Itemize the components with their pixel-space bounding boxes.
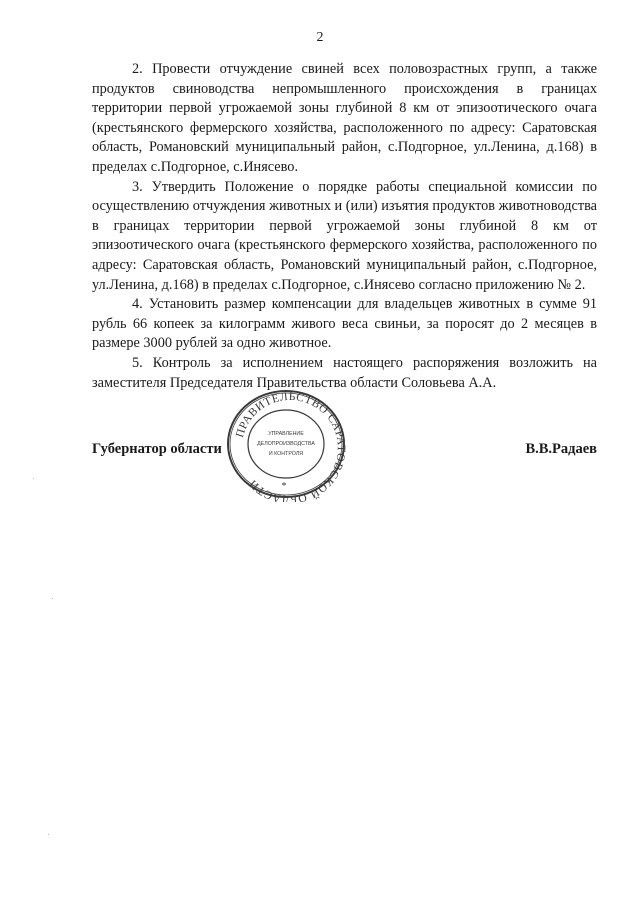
seal-inner-line-3: И КОНТРОЛЯ (268, 451, 304, 457)
paragraph-3: 3. Утвердить Положение о порядке работы специальной комиссии по осуществлению отчуждения животных и (или) изъятия продуктов животноводства в границах территории первой угрожаемой зоны глубиной 8 км от эпизоотического очага (крестьянского фермерского хозяйства, расположенного по адресу: Саратовская область, Романовский муниципальный район, с.Подгорное, ул.Ленина, д.168) в пределах с.Подгорное, с.Инясево согласно приложению № 2. (92, 178, 597, 293)
paragraph-4: 4. Установить размер компенсации для владельцев животных в сумме 91 рубль 66 копеек за килограмм живого веса свиньи, за поросят до 2 месяцев в размере 3000 рублей за одно животное. (92, 296, 597, 352)
seal-outer-text: ПРАВИТЕЛЬСТВО САРАТОВСКОЙ ОБЛАСТИ (234, 390, 347, 502)
signatory-position: Губернатор области (92, 441, 222, 457)
page-number: 2 (316, 30, 324, 45)
paragraph-5: 5. Контроль за исполнением настоящего распоряжения возложить на заместителя Председателя Правительства области Соловьева А.А. (92, 354, 597, 391)
seal-star: * (281, 481, 287, 492)
scan-speck (52, 598, 53, 599)
seal-inner-line-1: УПРАВЛЕНИЕ (268, 431, 304, 437)
official-seal-stamp (220, 386, 352, 502)
scan-speck (48, 834, 49, 835)
document-body (92, 60, 597, 393)
signatory-name: В.В.Радаев (525, 441, 597, 457)
seal-inner-line-2: ДЕЛОПРОИЗВОДСТВА (257, 441, 315, 447)
scan-speck (33, 478, 34, 479)
paragraph-2: 2. Провести отчуждение свиней всех половозрастных групп, а также продуктов свиноводства непромышленного происхождения в границах территории первой угрожаемой зоны глубиной 8 км от эпизоотического очага (крестьянского фермерского хозяйства, расположенного по адресу: Саратовская область, Романовский муниципальный район, с.Подгорное, ул.Ленина, д.168) в пределах с.Подгорное, с.Инясево. (92, 61, 597, 175)
